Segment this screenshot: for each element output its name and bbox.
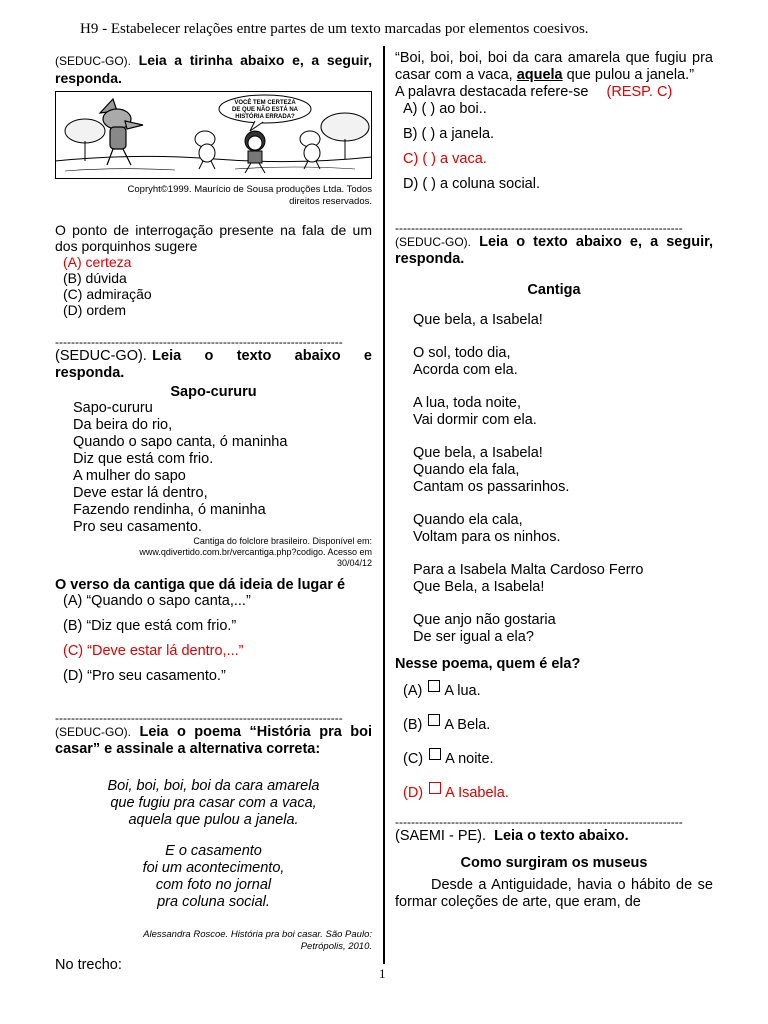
poem-line: Que bela, a Isabela!	[413, 312, 543, 328]
checkbox-icon[interactable]	[429, 748, 441, 760]
q2-poem	[55, 400, 372, 536]
q4-options	[395, 680, 713, 802]
q2-source: (SEDUC-GO).	[55, 348, 147, 364]
checkbox-icon[interactable]	[428, 680, 440, 692]
poem-line: foi um acontecimento,	[142, 860, 285, 876]
q3-option-d[interactable]: D) ( ) a coluna social.	[403, 176, 540, 192]
poem-line: Quando ela cala,	[413, 512, 523, 528]
right-column	[395, 50, 713, 911]
poem-line: Fazendo rendinha, ó maninha	[73, 502, 266, 518]
page-header: H9 - Estabelecer relações entre partes de um texto marcadas por elementos coesivos.	[80, 21, 589, 37]
poem-line: que fugiu pra casar com a vaca,	[110, 795, 317, 811]
q3-quote-end: que pulou a janela.”	[562, 67, 695, 83]
q2-option-d[interactable]: (D) “Pro seu casamento.”	[63, 668, 226, 684]
q2-options	[55, 593, 372, 684]
q4-instruction: Leia o texto abaixo e, a seguir, responda.	[395, 234, 713, 267]
page-number: 1	[379, 966, 386, 981]
q3-source: (SEDUC-GO).	[55, 725, 131, 739]
q1-question: O ponto de interrogação presente na fala de um dos porquinhos sugere	[55, 222, 372, 254]
q1-instruction: Leia a tirinha abaixo e, a seguir, responda.	[55, 52, 372, 86]
stanza	[413, 395, 713, 429]
q1-option-a[interactable]: (A) certeza	[63, 254, 132, 270]
q4-option-d[interactable]	[395, 782, 713, 802]
poem-line: Quando o sapo canta, ó maninha	[73, 434, 288, 450]
q2-option-c[interactable]: (C) “Deve estar lá dentro,...”	[63, 643, 244, 659]
option-letter: (B)	[403, 717, 423, 733]
poem-line: Diz que está com frio.	[73, 451, 214, 467]
option-letter: (A)	[403, 683, 423, 699]
stanza	[413, 562, 713, 596]
q3-intro	[55, 724, 372, 758]
poem-line: Da beira do rio,	[73, 417, 173, 433]
option-letter: (D)	[403, 785, 424, 801]
left-column	[55, 48, 372, 973]
stanza	[413, 512, 713, 546]
q2-question: O verso da cantiga que dá ideia de lugar é	[55, 577, 346, 593]
poem-line: Deve estar lá dentro,	[73, 485, 208, 501]
poem-line: A lua, toda noite,	[413, 395, 522, 411]
q3-stanza-1	[55, 778, 372, 829]
q4-title: Cantiga	[527, 282, 581, 298]
separator-1: ------------------------------------------------------------------------	[55, 336, 343, 348]
poem-line: Quando ela fala,	[413, 462, 520, 478]
poem-line: aquela que pulou a janela.	[128, 812, 299, 828]
checkbox-icon[interactable]	[428, 714, 440, 726]
q1-option-b[interactable]: (B) dúvida	[63, 270, 127, 286]
svg-text:VOCÊ TEM CERTEZA: VOCÊ TEM CERTEZA	[234, 100, 296, 106]
q4-question: Nesse poema, quem é ela?	[395, 656, 581, 672]
q3-question	[395, 84, 713, 101]
q2-title: Sapo-cururu	[170, 384, 257, 400]
q5-text: Desde a Antiguidade, havia o hábito de se formar coleções de arte, que eram, de	[395, 877, 713, 910]
poem-line: Cantam os passarinhos.	[413, 479, 570, 495]
option-text: A Isabela.	[445, 785, 509, 801]
q3-instruction: Leia o poema “História pra boi casar” e assinale a alternativa correta:	[55, 724, 372, 757]
stanza	[413, 612, 713, 646]
q1-intro	[55, 52, 372, 87]
option-text: A Bela.	[444, 717, 491, 733]
q3-trecho: No trecho:	[55, 957, 122, 973]
q3-quote-start: “Boi, boi, boi, boi da cara amarela que fugiu pra casar com a vaca,	[395, 50, 713, 83]
poem-line: Acorda com ela.	[413, 362, 518, 378]
q5-source: (SAEMI - PE).	[395, 828, 487, 844]
q2-option-a[interactable]: (A) “Quando o sapo canta,...”	[63, 593, 251, 609]
q4-source: (SEDUC-GO).	[395, 235, 471, 249]
q3-options	[395, 101, 713, 192]
column-divider	[383, 46, 385, 964]
stanza	[413, 345, 713, 379]
q5-instruction: Leia o texto abaixo.	[486, 828, 629, 844]
option-text: A lua.	[444, 683, 481, 699]
q2-instruction: Leia o texto abaixo e responda.	[55, 348, 372, 381]
q1-option-d[interactable]: (D) ordem	[63, 302, 127, 318]
q4-option-c[interactable]	[395, 748, 713, 768]
q3-stanza-2	[55, 843, 372, 911]
checkbox-icon[interactable]	[429, 782, 441, 794]
q1-options	[55, 254, 372, 318]
q3-caption: Alessandra Roscoe. História pra boi casar. São Paulo: Petrópolis, 2010.	[143, 929, 372, 952]
q2-caption: Cantiga do folclore brasileiro. Disponível em: www.qdivertido.com.br/vercantiga.php?codigo. Acesso em 30/04/12	[139, 536, 372, 568]
comic-strip	[55, 91, 372, 179]
q3-option-a[interactable]: A) ( ) ao boi..	[403, 101, 487, 117]
poem-line: E o casamento	[165, 843, 262, 859]
q3-quote	[395, 50, 713, 84]
q1-option-c[interactable]: (C) admiração	[63, 286, 152, 302]
separator-3: ------------------------------------------------------------------------	[395, 222, 683, 234]
q3-option-c[interactable]: C) ( ) a vaca.	[403, 151, 487, 167]
poem-line: Boi, boi, boi, boi da cara amarela	[107, 778, 320, 794]
q1-copyright: Copryht©1999. Maurício de Sousa produções Ltda. Todos direitos reservados.	[127, 184, 372, 207]
q5-intro	[395, 828, 713, 845]
option-letter: (C)	[403, 751, 424, 767]
q3-option-b[interactable]: B) ( ) a janela.	[403, 126, 495, 142]
q5-title: Como surgiram os museus	[460, 855, 648, 871]
option-text: A noite.	[445, 751, 494, 767]
poem-line: Que Bela, a Isabela!	[413, 579, 545, 595]
q2-option-b[interactable]: (B) “Diz que está com frio.”	[63, 618, 237, 634]
q3-quote-emph: aquela	[516, 67, 563, 83]
poem-line: Voltam para os ninhos.	[413, 529, 561, 545]
q4-intro	[395, 234, 713, 268]
svg-text:HISTÓRIA ERRADA?: HISTÓRIA ERRADA?	[235, 114, 295, 120]
poem-line: pra coluna social.	[157, 894, 270, 910]
q3-answer: (RESP. C)	[606, 84, 673, 100]
poem-line: Vai dormir com ela.	[413, 412, 537, 428]
poem-line: Pro seu casamento.	[73, 519, 202, 535]
poem-line: Que bela, a Isabela!	[413, 445, 543, 461]
poem-line: A mulher do sapo	[73, 468, 186, 484]
q1-source: (SEDUC-GO).	[55, 54, 131, 68]
separator-2: ------------------------------------------------------------------------	[55, 712, 343, 724]
svg-text:DE QUE NÃO ESTÁ NA: DE QUE NÃO ESTÁ NA	[231, 107, 299, 113]
q4-poem	[395, 312, 713, 646]
q3-question-text: A palavra destacada refere-se	[395, 84, 589, 100]
separator-4: ------------------------------------------------------------------------	[395, 816, 683, 828]
q4-option-a[interactable]	[395, 680, 713, 700]
poem-line: Para a Isabela Malta Cardoso Ferro	[413, 562, 644, 578]
q2-intro	[55, 348, 372, 382]
poem-line: com foto no jornal	[155, 877, 272, 893]
poem-line: O sol, todo dia,	[413, 345, 511, 361]
q4-option-b[interactable]	[395, 714, 713, 734]
stanza	[413, 445, 713, 496]
poem-line: Sapo-cururu	[73, 400, 153, 416]
poem-line: Que anjo não gostaria	[413, 612, 556, 628]
stanza	[413, 312, 713, 329]
poem-line: De ser igual a ela?	[413, 629, 534, 645]
